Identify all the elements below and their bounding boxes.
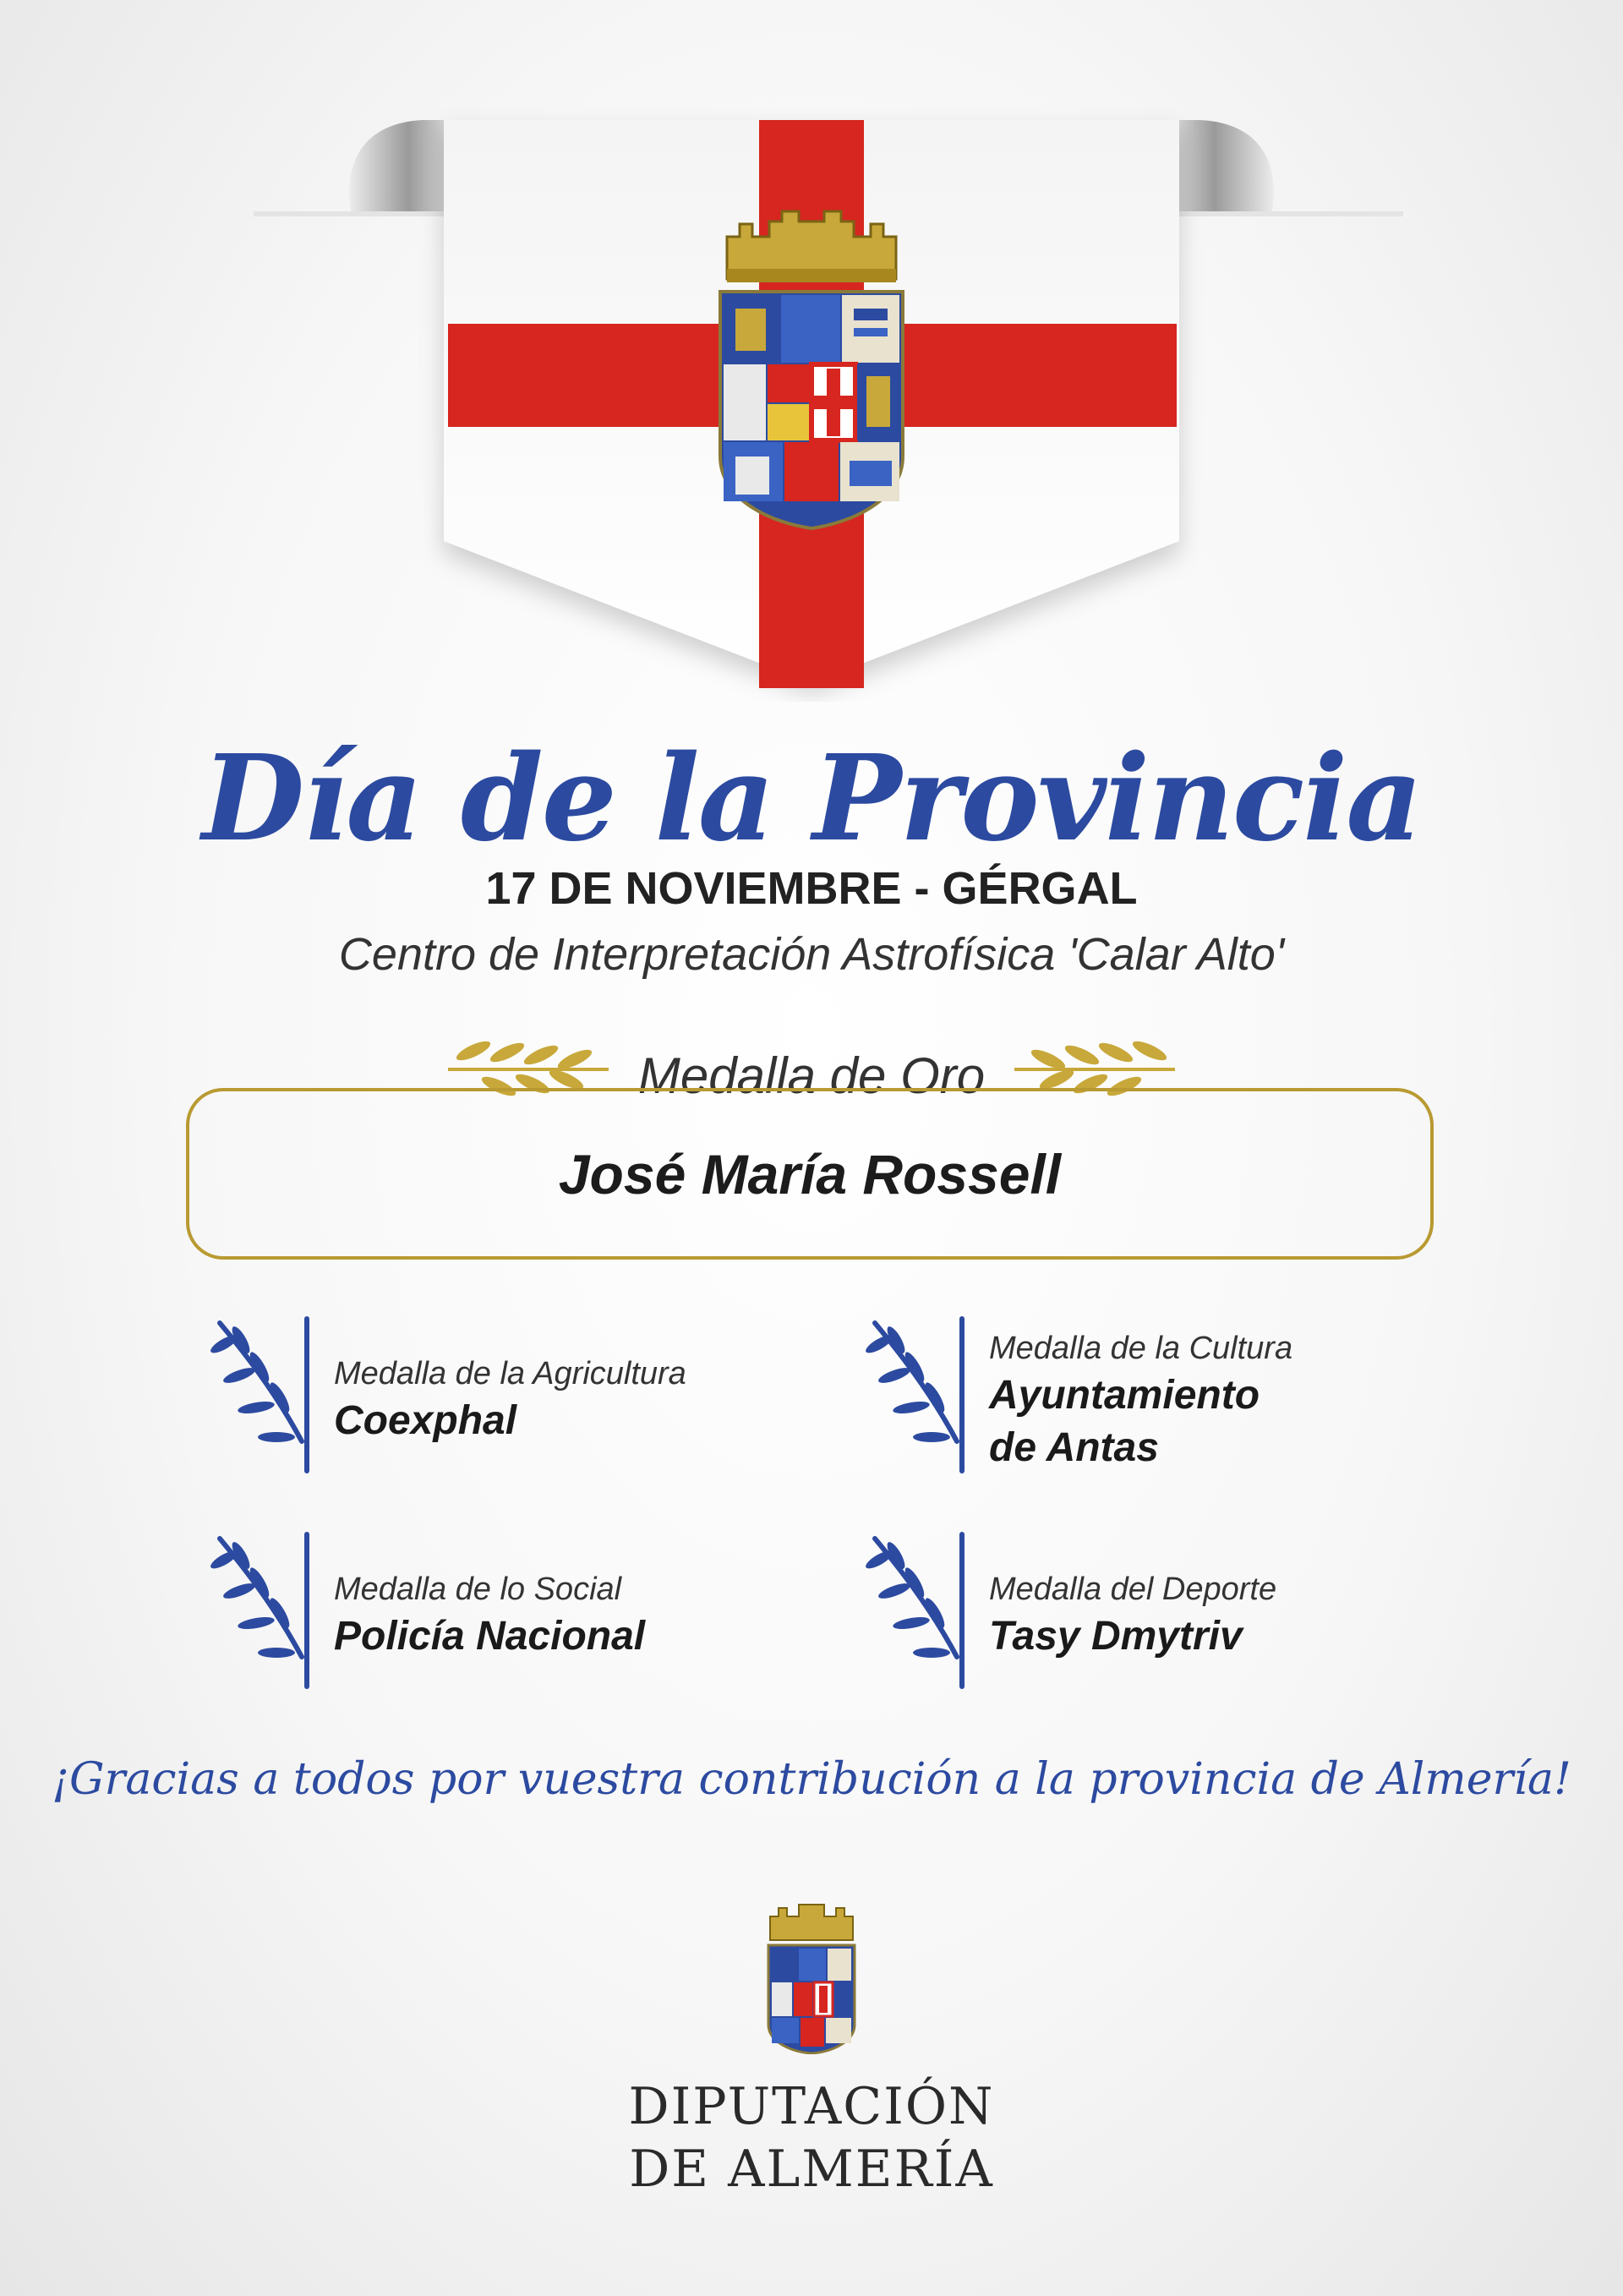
medal-recipient: Policía Nacional xyxy=(334,1614,646,1659)
medal-deporte xyxy=(989,1568,1276,1663)
medal-category: Medalla de la Agricultura xyxy=(334,1356,686,1391)
banner-curl-right xyxy=(1175,120,1274,211)
laurel-blue-icon xyxy=(207,1530,317,1691)
organization-line1: DIPUTACIÓN xyxy=(628,2077,995,2136)
medal-category: Medalla del Deporte xyxy=(989,1572,1277,1607)
medal-category: Medalla de la Cultura xyxy=(989,1331,1293,1366)
event-venue: Centro de Interpretación Astrofísica 'Calar Alto' xyxy=(338,929,1285,980)
medal-recipient: Tasy Dmytriv xyxy=(989,1614,1243,1659)
flag-banner xyxy=(0,0,1623,702)
laurel-blue-icon xyxy=(207,1315,317,1475)
gold-medal-label: Medalla de Oro xyxy=(637,1047,986,1104)
page-title: Día de la Provincia xyxy=(201,730,1422,868)
medal-recipient: Ayuntamiento xyxy=(989,1373,1260,1418)
banner-curl-left xyxy=(349,120,448,211)
coat-of-arms-icon xyxy=(765,1898,858,2054)
gold-medal-recipient: José María Rossell xyxy=(558,1142,1062,1205)
laurel-blue-icon xyxy=(862,1315,972,1475)
laurel-blue-icon xyxy=(862,1530,972,1691)
coat-of-arms-icon xyxy=(720,211,903,528)
gold-medal-box xyxy=(186,1088,1434,1260)
medal-category: Medalla de lo Social xyxy=(334,1572,622,1607)
thanks-message: ¡Gracias a todos por vuestra contribución a la provincia de Almería! xyxy=(52,1754,1571,1805)
event-date: 17 DE NOVIEMBRE - GÉRGAL xyxy=(485,863,1138,914)
medal-recipient: Coexphal xyxy=(334,1398,517,1443)
medal-social xyxy=(334,1568,645,1663)
medal-recipient-line2: de Antas xyxy=(989,1425,1159,1470)
medal-agricultura xyxy=(334,1353,686,1447)
medal-cultura xyxy=(989,1327,1292,1474)
organization-name xyxy=(0,2075,1623,2200)
organization-line2: DE ALMERÍA xyxy=(629,2140,994,2199)
